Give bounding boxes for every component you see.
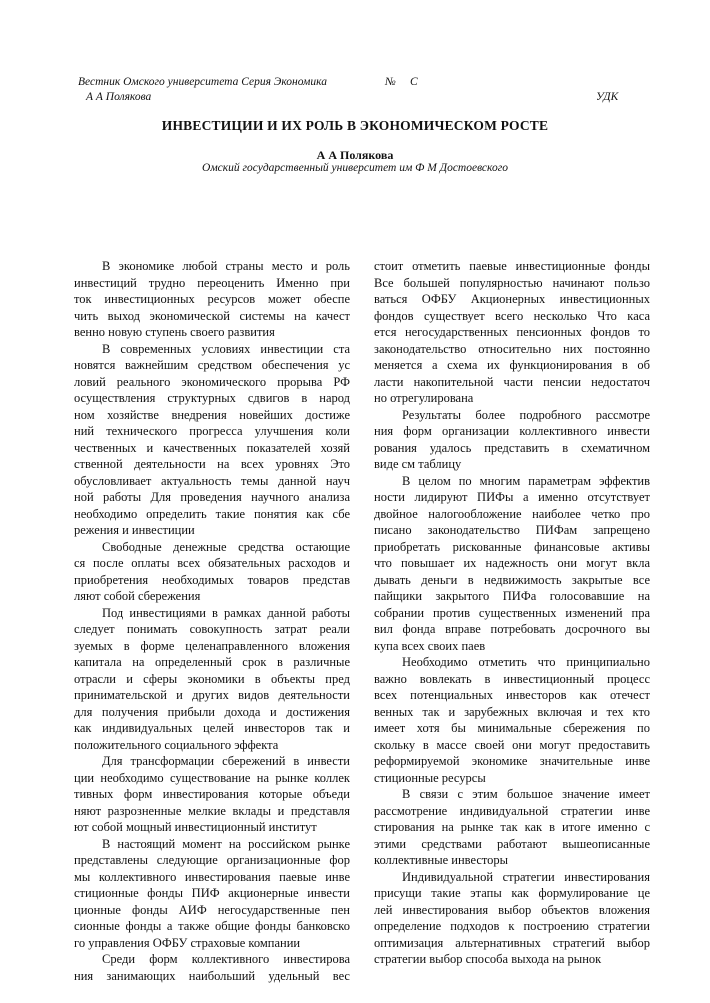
text-line: ласти накопительной части пенсии недостаточ (374, 374, 650, 389)
text-line: го управления ОФБУ страховые компании (74, 935, 301, 950)
text-line: инвестиций трудно переоценить Именно при (74, 275, 350, 290)
text-line: В настоящий момент на российском рынке (102, 836, 350, 851)
author-affiliation: Омский государственный университет им Ф М Достоевского (202, 162, 508, 174)
text-line: венных так и зарубежных включая и тех кто (374, 704, 650, 719)
text-line: венно новую ступень своего развития (74, 325, 275, 339)
text-line: но отрегулирована (374, 391, 474, 405)
text-line: сионные фонды а также общие фонды банковско (74, 919, 350, 933)
text-line: коллективные инвесторы (374, 853, 509, 867)
text-line: Среди форм коллективного инвестирова (102, 952, 350, 966)
text-line: следует понимать совокупность затрат реали (74, 622, 350, 636)
text-line: ционные фонды АИФ негосударственные пен (74, 902, 350, 917)
right-text-column (374, 258, 650, 968)
text-line: В целом по многим параметрам эффектив (402, 473, 650, 488)
text-line: ний технического прогресса улучшения коли (74, 424, 350, 438)
text-line: ния форм организации коллективного инвести (374, 424, 650, 438)
text-line: ток инвестиционных ресурсов может обеспе (74, 292, 350, 306)
text-line: рассмотрение индивидуальной стратегии инве (374, 803, 650, 818)
text-line: положительного социального эффекта (74, 737, 279, 752)
text-line: обусловливает актуальность темы данной науч (74, 473, 350, 488)
text-line: виде см таблицу (374, 457, 462, 471)
text-line: осуществления структурных сдвигов в народ (74, 391, 350, 405)
text-line: зуемых в форме целенаправленного вложения (74, 638, 350, 653)
text-line: стиционные ресурсы (374, 770, 486, 785)
text-line: ся после оплаты всех обязательных расходов и (74, 556, 350, 570)
udk-label: УДК (596, 91, 619, 103)
text-line: имеет хотя бы минимальные сбережения по (374, 721, 650, 735)
text-line: чить выход экономической системы на качест (74, 308, 350, 323)
left-text-column (74, 258, 350, 984)
text-line: В связи с этим большое значение имеет (402, 787, 650, 801)
text-line: пайщики закрытого ПИФа голосовавшие на (374, 589, 650, 603)
text-line: приобретения необходимых товаров представ (74, 572, 350, 587)
text-line: двойное налогообложение наиболее четко про (374, 506, 650, 521)
text-line: ном хозяйстве внедрения новейших достиже (74, 407, 350, 422)
text-line: принимательской и других видов деятельности (74, 688, 350, 702)
text-line: присущи такие этапы как формулирование це (374, 886, 650, 900)
text-line: стирования на рынке так как в итоге именно с (374, 820, 650, 834)
text-line: Необходимо отметить что принципиально (402, 655, 650, 669)
text-line: купа всех своих паев (374, 638, 486, 653)
text-line: Результаты более подробного рассмотре (402, 407, 650, 422)
issue-number-sign: № (385, 76, 396, 88)
text-line: Для трансформации сбережений в инвести (102, 754, 350, 768)
text-line: тивных форм инвестирования которые объеди (74, 787, 350, 801)
text-line: Индивидуальной стратегии инвестирования (402, 869, 650, 884)
text-line: стоит отметить паевые инвестиционные фонды (374, 259, 650, 273)
text-line: В экономике любой страны место и роль (102, 259, 350, 273)
text-line: новятся важнейшим средством обеспечения ус (74, 358, 350, 372)
text-line: ляют собой сбережения (74, 589, 201, 603)
text-line: ют собой мощный инвестиционный институт (74, 820, 317, 834)
text-line: необходимо определить такие понятия как сбе (74, 506, 350, 521)
text-line: ции необходимо существование на рынке коллек (74, 770, 350, 785)
text-line: Под инвестициями в рамках данной работы (102, 605, 350, 620)
text-line: В современных условиях инвестиции ста (102, 341, 350, 356)
issue-number-letter: С (410, 76, 418, 88)
text-line: капитала на определенный срок в различные (74, 655, 350, 669)
text-line: ности лидируют ПИФы а именно отсутствует (374, 490, 650, 504)
journal-header: Вестник Омского университета Серия Экономика (78, 76, 327, 88)
text-line: стратегии выбор способа выхода на рынок (374, 952, 602, 966)
text-line: всех потенциальных инвесторов как отечест (374, 688, 650, 702)
text-line: скольку в массе своей они могут предоставить (374, 737, 650, 752)
text-line: ния занимающих наибольший удельный вес (74, 968, 350, 983)
text-line: Свободные денежные средства остающие (102, 539, 350, 554)
text-line: для получения прибыли дохода и достижения (74, 704, 350, 719)
text-line: режения и инвестиции (74, 523, 195, 537)
text-line: что повышает их надежность они могут вкла (374, 556, 650, 570)
article-author: А А Полякова (316, 148, 394, 162)
text-line: как индивидуальных целей инвесторов так и (74, 721, 350, 735)
text-line: рования удалось представить в схематичном (374, 440, 650, 455)
text-line: меняется а схема их функционирования в об (374, 358, 650, 372)
text-line: ной работы Для проведения научного анализа (74, 490, 350, 504)
text-line: собрании против существенных изменений пра (374, 605, 650, 620)
text-line: писано законодательство ПИФам запрещено (374, 523, 650, 537)
text-line: этими средствами работают вышеописанные (374, 836, 650, 851)
text-line: ваться ОФБУ Акционерных инвестиционных (374, 292, 650, 306)
text-line: ственной деятельности на всех уровнях Это (74, 457, 350, 471)
text-line: Все большей популярностью начинают пользо (374, 275, 650, 290)
text-line: лей инвестирования выбор объектов вложения (374, 902, 650, 917)
running-author: А А Полякова (86, 91, 152, 103)
text-line: мы коллективного инвестирования паевые инве (74, 869, 350, 884)
text-line: реформируемой экономике значительные инве (374, 754, 650, 768)
text-line: отрасли и сферы экономики в объекты пред (74, 671, 350, 686)
text-line: вил фонда вправе потребовать досрочного вы (374, 622, 650, 636)
text-line: представлены следующие организационные фор (74, 853, 350, 867)
text-line: ется негосударственных пенсионных фондов то (374, 325, 650, 339)
text-line: дывать деньги в недвижимость закрытые все (374, 572, 650, 587)
article-title: ИНВЕСТИЦИИ И ИХ РОЛЬ В ЭКОНОМИЧЕСКОМ РОСТЕ (161, 118, 549, 133)
text-line: стиционные фонды ПИФ акционерные инвести (74, 886, 350, 900)
text-line: фондов существует всего несколько Что каса (374, 308, 650, 323)
text-line: приобретать рискованные финансовые активы (374, 539, 650, 554)
text-line: ловий реального экономического прорыва РФ (74, 374, 350, 389)
text-line: оптимизация альтернативных стратегий выбор (374, 935, 650, 950)
text-line: няют разрозненные мелкие вклады и представля (74, 803, 350, 818)
text-line: законодательство относительно них постоянно (374, 341, 650, 356)
text-line: чественных и качественных показателей хозяй (74, 440, 350, 455)
text-line: определение подходов к построению стратегии (374, 919, 650, 933)
text-line: важно вовлекать в инвестиционный процесс (374, 671, 650, 686)
